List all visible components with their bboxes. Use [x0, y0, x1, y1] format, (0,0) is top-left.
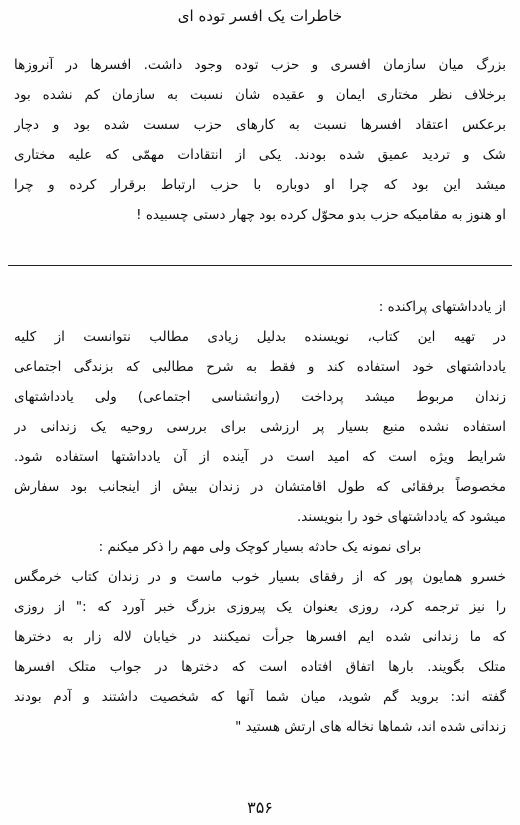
text-line: زندانی شده اند، شماها نخاله های ارتش هستید " — [235, 719, 506, 735]
text-line: استفاده نشده منبع بسیار پر ارزشی برای بررسی روحیه یک زندانی در — [14, 419, 506, 435]
text-line: مخصوصاً برفقائی که طول اقامتشان در زندان بیش از اینجانب بود سفارش — [14, 479, 506, 495]
text-line: برعکس اعتقاد افسرها نسبت به کارهای حزب سست شده بود و دچار — [14, 117, 506, 133]
text-line: او هنوز به مقامیکه حزب بدو محوّل کرده بود چهار دستی چسبیده ! — [136, 207, 506, 223]
page-number: ۳۵۶ — [247, 798, 273, 817]
text-line: برخلاف نظر مختاری ایمان و عقیده شان نسبت به سازمان کم نشده بود — [14, 87, 506, 103]
text-line: شک و تردید عمیق شده بودند. یکی از انتقادات مهمّی که علیه مختاری — [14, 147, 506, 163]
text-line: زندان مربوط میشد پرداخت (روانشناسی اجتماعی) ولی یادداشتهای — [14, 389, 506, 405]
paragraph-section-1 — [14, 50, 506, 230]
text-line: میشود که یادداشتهای خود را بنویسند. — [296, 509, 506, 525]
text-line: خسرو همایون پور که از رفقای بسیار خوب ماست و در زندان کتاب خرمگس — [14, 569, 506, 585]
text-line: در تهیه این کتاب، نویسنده بدلیل زیادی مطالب نتوانست از کلیه — [14, 329, 506, 345]
text-line: یادداشتهای خود استفاده کند و فقط به شرح مطالبی که بزندگی اجتماعی — [14, 359, 506, 375]
intro-line: برای نمونه یک حادثه بسیار کوچک ولی مهم را ذکر میکنم : — [98, 539, 422, 555]
text-line: که ما زندانی شده ایم افسرها جرأت نمیکنند در خیابان لاله زار به دخترها — [14, 629, 506, 645]
text-line: بزرگ میان سازمان افسری و حزب توده وجود داشت. افسرها در آنروزها — [14, 57, 506, 73]
text-line: را نیز ترجمه کرد، روزی بعنوان یک پیروزی بزرگ خبر آورد که :" از روزی — [14, 599, 506, 615]
text-line: گفته اند: بروید گم شوید، میان شما آنها که شخصیت داشتند و آدم بودند — [14, 689, 506, 705]
page-title: خاطرات یک افسر توده ای — [177, 7, 343, 25]
paragraph-section-2 — [14, 292, 506, 742]
section-heading: از یادداشتهای پراکنده : — [378, 299, 506, 315]
text-line: میشد این بود که چرا او دوباره با حزب ارتباط برقرار کرده و چرا — [14, 177, 506, 193]
text-line: شرایط ویژه است که امید است در آینده از آن یادداشتها استفاده شود. — [14, 449, 506, 465]
section-divider — [8, 265, 512, 266]
text-line: متلک بگویند. بارها اتفاق افتاده است که دخترها در جواب متلک افسرها — [14, 659, 506, 675]
